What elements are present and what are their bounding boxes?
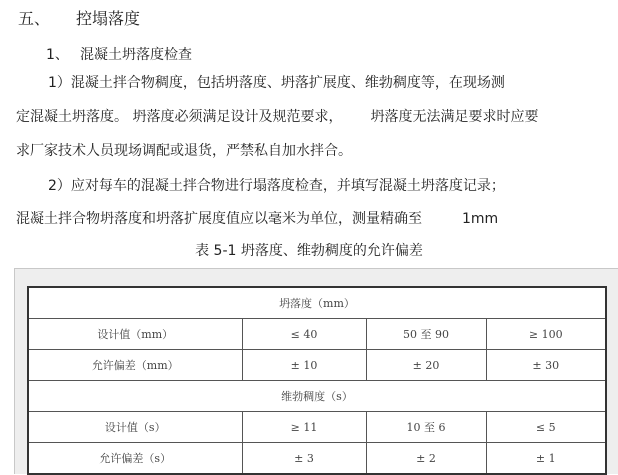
section-title: 控塌落度 bbox=[76, 9, 141, 28]
row-label: 允许偏差（s） bbox=[28, 443, 242, 475]
table-cell: ± 3 bbox=[242, 443, 366, 475]
paragraph-line-5 bbox=[16, 210, 498, 228]
table-row bbox=[28, 412, 606, 443]
section-heading bbox=[18, 10, 140, 28]
paragraph-line-4: 2）应对每车的混凝土拌合物进行塌落度检查，并填写混凝土坍落度记录； bbox=[48, 178, 505, 194]
table-cell: ≥ 100 bbox=[486, 319, 606, 350]
table-cell: ± 2 bbox=[366, 443, 486, 475]
paragraph-line-2 bbox=[16, 108, 538, 126]
section-number: 五、 bbox=[18, 9, 51, 28]
paragraph-line-2a: 定混凝土坍落度。 坍落度必须满足设计及规范要求， bbox=[16, 109, 343, 125]
slump-header-cell: 坍落度（mm） bbox=[28, 287, 606, 319]
row-label: 允许偏差（mm） bbox=[28, 350, 242, 381]
paragraph-line-5b: 1mm bbox=[462, 211, 499, 227]
table-row bbox=[28, 443, 606, 475]
table-row bbox=[28, 381, 606, 412]
paragraph-line-1: 1）混凝土拌合物稠度，包括坍落度、坍落扩展度、维勃稠度等，在现场测 bbox=[48, 75, 505, 91]
table-row bbox=[28, 350, 606, 381]
paragraph-line-2b: 坍落度无法满足要求时应要 bbox=[370, 109, 539, 125]
table-cell: ± 1 bbox=[486, 443, 606, 475]
table-cell: ≤ 5 bbox=[486, 412, 606, 443]
table-cell: 10 至 6 bbox=[366, 412, 486, 443]
subsection-heading bbox=[46, 46, 192, 64]
table-row bbox=[28, 287, 606, 319]
table-cell: 50 至 90 bbox=[366, 319, 486, 350]
table-cell: ≥ 11 bbox=[242, 412, 366, 443]
table-row bbox=[28, 319, 606, 350]
table-image-frame bbox=[14, 268, 618, 474]
table-cell: ≤ 40 bbox=[242, 319, 366, 350]
paragraph-line-5a: 混凝土拌合物坍落度和坍落扩展度值应以毫米为单位，测量精确至 bbox=[16, 211, 422, 227]
paragraph-line-3: 求厂家技术人员现场调配或退货，严禁私自加水拌合。 bbox=[16, 143, 352, 159]
subsection-title: 混凝土坍落度检查 bbox=[80, 47, 192, 63]
tolerance-table bbox=[27, 286, 607, 475]
table-cell: ± 20 bbox=[366, 350, 486, 381]
table-cell: ± 10 bbox=[242, 350, 366, 381]
table-cell: ± 30 bbox=[486, 350, 606, 381]
row-label: 设计值（s） bbox=[28, 412, 242, 443]
vebe-header-cell: 维勃稠度（s） bbox=[28, 381, 606, 412]
table-caption: 表 5-1 坍落度、维勃稠度的允许偏差 bbox=[195, 243, 423, 259]
row-label: 设计值（mm） bbox=[28, 319, 242, 350]
subsection-number: 1、 bbox=[46, 47, 69, 63]
